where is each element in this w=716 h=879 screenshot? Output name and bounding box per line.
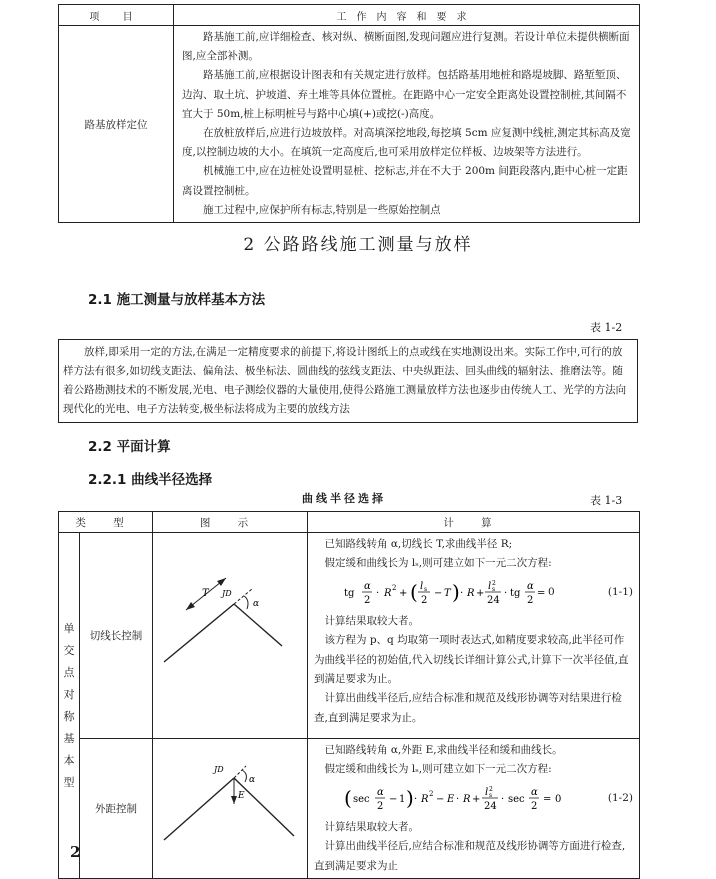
calc-line: 已知路线转角 α,切线长 T,求曲线半径 R; bbox=[324, 538, 513, 550]
svg-text:0: 0 bbox=[555, 793, 562, 805]
svg-text:sec: sec bbox=[353, 793, 370, 805]
svg-text:tg: tg bbox=[344, 587, 355, 599]
svg-text:2: 2 bbox=[429, 789, 434, 798]
equation-number: (1-1) bbox=[607, 586, 633, 599]
svg-text:2: 2 bbox=[364, 594, 371, 606]
svg-text:R: R bbox=[384, 587, 392, 599]
svg-text:l: l bbox=[420, 580, 424, 592]
calc-line: 假定缓和曲线长为 lₛ,则可建立如下一元二次方程: bbox=[324, 557, 552, 570]
equation-formula bbox=[344, 575, 544, 611]
svg-text:sec: sec bbox=[508, 793, 525, 805]
alpha-label: α bbox=[249, 775, 256, 785]
table-number: 表 1-2 bbox=[590, 321, 623, 334]
svg-text:·: · bbox=[504, 587, 508, 599]
header-calc: 计 算 bbox=[308, 512, 640, 533]
figure-cell bbox=[153, 739, 308, 879]
header-item: 项 目 bbox=[59, 5, 174, 26]
svg-text:α: α bbox=[527, 580, 534, 592]
paragraph: 在放桩放样后,应进行边坡放样。对高填深挖地段,每挖填 5cm 应复测中线桩,测定其标高及宽度,以控制边坡的大小。在填筑一定高度后,也可采用放样定位样板、边坡架等方法进行。 bbox=[182, 127, 631, 159]
equation-1-1: tg α 2 · R 2 + ( l s 2 − T ) · R + l s 2 24 · tg α 2 = 0 (1-1) bbox=[314, 574, 633, 612]
tangent-label: T bbox=[202, 588, 209, 599]
method-paragraph: 放样,即采用一定的方法,在满足一定精度要求的前提下,将设计图纸上的点或线在实地测设出来。实际工作中,可行的放样方法有很多,如切线支距法、偏角法、极坐标法、圆曲线的弦线支距法、中央纵距法、回头曲线的辐射法、推磨法等。随着公路勘测技术的不断发展,光电、电子测绘仪器的大量使用,使得公路施工测量放样方法也逐步由传统人工、光学的方法向现代化的光电、电子方法转变,极坐标法将成为主要的放线方法 bbox=[63, 346, 627, 415]
svg-text:R: R bbox=[421, 793, 429, 805]
svg-text:24: 24 bbox=[484, 800, 497, 812]
svg-text:−: − bbox=[434, 587, 443, 599]
subsection-title: 2.2.1 曲线半径选择 bbox=[88, 472, 213, 488]
calc-line: 计算出曲线半径后,应结合标准和规范及线形协调等方面进行检查,直到满足要求为止 bbox=[314, 840, 626, 872]
row-label: 路基放样定位 bbox=[59, 26, 174, 223]
svg-text:·: · bbox=[414, 793, 418, 805]
svg-text:·: · bbox=[501, 793, 505, 805]
curve-radius-table bbox=[58, 511, 640, 879]
svg-text:·: · bbox=[460, 587, 464, 599]
jd-label: JD bbox=[222, 589, 232, 598]
svg-text:α: α bbox=[531, 786, 538, 798]
svg-text:T: T bbox=[444, 587, 451, 599]
svg-text:·: · bbox=[376, 587, 380, 599]
svg-text:·: · bbox=[456, 793, 460, 805]
paragraph: 机械施工中,应在边桩处设置明显桩、挖标志,并在不大于 200m 间距段落内,距中心桩一定距离设置控制桩。 bbox=[182, 165, 628, 197]
equation-formula bbox=[344, 781, 574, 817]
header-content: 工作内容和要求 bbox=[174, 5, 640, 26]
svg-text:s: s bbox=[492, 585, 496, 593]
tangent-length-diagram bbox=[154, 534, 306, 734]
subsection-title: 2.1 施工测量与放样基本方法 bbox=[88, 292, 266, 308]
svg-text:2: 2 bbox=[527, 594, 534, 606]
figure-cell bbox=[153, 533, 308, 739]
svg-text:2: 2 bbox=[492, 579, 496, 587]
svg-text:+: + bbox=[472, 793, 481, 805]
svg-text:l: l bbox=[485, 786, 489, 798]
svg-text:2: 2 bbox=[489, 785, 493, 793]
equation-number: (1-2) bbox=[607, 792, 633, 805]
svg-text:s: s bbox=[489, 791, 493, 799]
svg-text:24: 24 bbox=[487, 594, 500, 606]
section-title: 2 公路路线施工测量与放样 bbox=[243, 235, 473, 255]
external-distance-diagram bbox=[154, 740, 306, 855]
type-name: 外距控制 bbox=[80, 739, 153, 879]
paragraph: 路基施工前,应根据设计图表和有关规定进行放样。包括路基用地桩和路堤坡脚、路堑堑顶、边沟、取土坑、护坡道、弃土堆等具体位置桩。在距路中心一定安全距离处设置控制桩,其间隔不宜大于 50m,桩上标明桩号与路中心填(+)或挖(-)高度。 bbox=[182, 69, 627, 120]
svg-text:R: R bbox=[463, 793, 471, 805]
svg-text:+: + bbox=[476, 587, 485, 599]
external-label: E bbox=[238, 791, 245, 801]
svg-text:α: α bbox=[364, 580, 371, 592]
svg-text:2: 2 bbox=[531, 800, 538, 812]
calc-line: 计算出曲线半径后,应结合标准和规范及线形协调等对结果进行检查,直到满足要求为止。 bbox=[314, 692, 622, 724]
calc-line: 假定缓和曲线长为 lₛ,则可建立如下一元二次方程: bbox=[324, 763, 552, 776]
paragraph: 施工过程中,应保护所有标志,特别是一些原始控制点 bbox=[203, 203, 441, 216]
svg-text:−: − bbox=[436, 793, 445, 805]
svg-text:2: 2 bbox=[392, 583, 397, 592]
row-content bbox=[174, 26, 640, 223]
svg-text:): ) bbox=[406, 785, 414, 810]
svg-text:+: + bbox=[399, 587, 408, 599]
table-caption: 曲线半径选择 bbox=[302, 492, 386, 505]
calc-cell bbox=[308, 533, 640, 739]
svg-text:R: R bbox=[467, 587, 475, 599]
method-text-box bbox=[58, 339, 638, 423]
jd-label: JD bbox=[214, 765, 224, 774]
subsection-title: 2.2 平面计算 bbox=[88, 439, 171, 455]
alpha-label: α bbox=[253, 599, 260, 609]
equation-1-2 bbox=[314, 780, 633, 818]
header-figure: 图 示 bbox=[153, 512, 308, 533]
svg-text:(: ( bbox=[410, 579, 418, 604]
svg-text:E: E bbox=[447, 793, 455, 805]
calc-line: 计算结果取较大者。 bbox=[324, 614, 419, 627]
calc-cell bbox=[308, 739, 640, 879]
calc-line: 计算结果取较大者。 bbox=[324, 820, 419, 833]
calc-line: 该方程为 p、q 均取第一项时表达式,如精度要求较高,此半径可作为曲线半径的初始值,代入切线长详细计算公式,计算下一次半径值,直到满足要求为止。 bbox=[314, 634, 629, 686]
group-label: 单 交 点 对 称 基 本 型 bbox=[59, 533, 80, 879]
svg-text:2: 2 bbox=[421, 594, 428, 606]
svg-text:α: α bbox=[377, 786, 384, 798]
type-name: 切线长控制 bbox=[80, 533, 153, 739]
page-number: 2 bbox=[70, 843, 81, 861]
svg-text:1: 1 bbox=[399, 793, 406, 805]
construction-requirements-table bbox=[58, 4, 640, 223]
svg-text:=: = bbox=[537, 587, 546, 599]
svg-text:tg: tg bbox=[510, 587, 521, 599]
table-number: 表 1-3 bbox=[590, 494, 623, 507]
svg-text:l: l bbox=[488, 580, 492, 592]
svg-text:=: = bbox=[543, 793, 552, 805]
svg-text:2: 2 bbox=[377, 800, 384, 812]
header-type: 类 型 bbox=[59, 512, 153, 533]
calc-line: 已知路线转角 α,外距 E,求曲线半径和缓和曲线长。 bbox=[324, 744, 563, 756]
svg-text:s: s bbox=[424, 585, 428, 593]
paragraph: 路基施工前,应详细检查、核对纵、横断面图,发现问题应进行复测。若设计单位未提供横断面图,应全部补测。 bbox=[182, 31, 630, 63]
svg-text:−: − bbox=[389, 793, 398, 805]
svg-text:(: ( bbox=[344, 785, 352, 810]
svg-text:): ) bbox=[452, 579, 460, 604]
